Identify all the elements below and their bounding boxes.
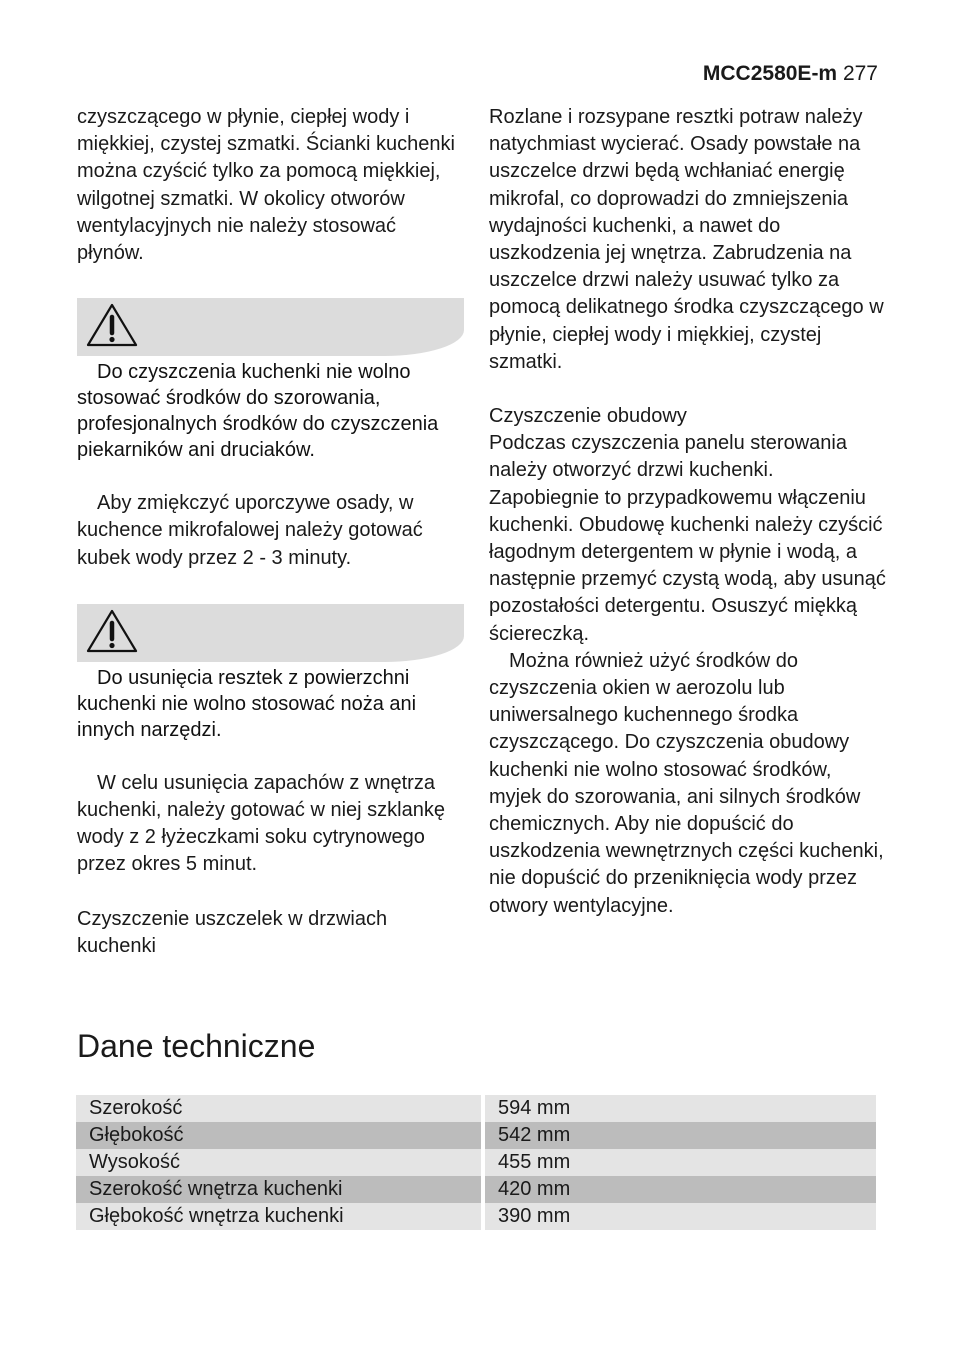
left-paragraph-3: W celu usunięcia zapachów z wnętrza kuchenki, należy gotować w niej szklankę wody z 2 łyżeczkami soku cytrynowego przez okres 5 minut. bbox=[77, 771, 445, 876]
warning-banner-1 bbox=[77, 298, 464, 356]
warning-triangle-icon bbox=[85, 301, 139, 349]
spec-label: Głębokość wnętrza kuchenki bbox=[76, 1203, 481, 1230]
heading-door-seals: Czyszczenie uszczelek w drzwiach kuchenki bbox=[77, 907, 388, 957]
section-title-specs: Dane techniczne bbox=[77, 1028, 316, 1064]
right-column bbox=[489, 104, 889, 920]
spec-value: 594 mm bbox=[481, 1095, 876, 1122]
warning-text-2: Do usunięcia resztek z powierzchni kuchenki nie wolno stosować noża ani innych narzędzi. bbox=[77, 666, 417, 741]
warning-triangle-icon bbox=[85, 607, 139, 655]
warning-text-1: Do czyszczenia kuchenki nie wolno stosować środków do szorowania, profesjonalnych środków do czyszczenia piekarników ani druciaków. bbox=[77, 361, 439, 462]
spec-label: Głębokość bbox=[76, 1122, 481, 1149]
table-row bbox=[76, 1122, 876, 1149]
spec-label: Wysokość bbox=[76, 1149, 481, 1176]
model-number: MCC2580E-m bbox=[702, 62, 838, 85]
table-row bbox=[76, 1176, 876, 1203]
warning-banner-2 bbox=[77, 604, 464, 662]
spec-value: 420 mm bbox=[481, 1176, 876, 1203]
right-paragraph-1: Rozlane i rozsypane resztki potraw należy natychmiast wycierać. Osady powstałe na uszczelce drzwi będą wchłaniać energię mikrofal, co doprowadzi do zmniejszenia wydajności kuchenki, a nawet do uszkodzenia jej wnętrza. Zabrudzenia na uszczelce drzwi należy usuwać tylko za pomocą delikatnego środka czyszczącego w płynie, ciepłej wody i miękkiej, czystej szmatki. bbox=[489, 106, 884, 373]
page-number: 277 bbox=[842, 62, 878, 85]
spec-value: 390 mm bbox=[481, 1203, 876, 1230]
table-row bbox=[76, 1203, 876, 1230]
table-row bbox=[76, 1095, 876, 1122]
right-paragraph-3: Można również użyć środków do czyszczenia okien w aerozolu lub uniwersalnego kuchennego środka czyszczącego. Do czyszczenia obudowy kuchenki nie wolno stosować środków, myjek do szorowania, ani silnych środków chemicznych. Aby nie dopuścić do uszkodzenia wewnętrznych części kuchenki, nie dopuścić do przeniknięcia wody przez otwory wentylacyjne. bbox=[489, 649, 884, 917]
specs-table bbox=[76, 1095, 876, 1230]
heading-housing: Czyszczenie obudowy bbox=[489, 405, 687, 428]
left-column bbox=[77, 104, 467, 960]
spec-label: Szerokość bbox=[76, 1095, 481, 1122]
spec-value: 455 mm bbox=[481, 1149, 876, 1176]
spec-label: Szerokość wnętrza kuchenki bbox=[76, 1176, 481, 1203]
table-row bbox=[76, 1149, 876, 1176]
left-paragraph-2: Aby zmiękczyć uporczywe osady, w kuchence mikrofalowej należy gotować kubek wody przez 2 - 3 minuty. bbox=[77, 492, 423, 569]
right-paragraph-2: Podczas czyszczenia panelu sterowania należy otworzyć drzwi kuchenki. Zapobiegnie to przypadkowemu włączeniu kuchenki. Obudowę kuchenki należy czyścić łagodnym detergentem w płynie i wodą, a następnie przemyć czystą wodą, aby usunąć pozostałości detergentu. Osuszyć miękką ściereczką. bbox=[489, 432, 886, 645]
spec-value: 542 mm bbox=[481, 1122, 876, 1149]
page-header bbox=[703, 62, 878, 86]
left-paragraph-1: czyszczącego w płynie, ciepłej wody i miękkiej, czystej szmatki. Ścianki kuchenki można czyścić tylko za pomocą miękkiej, wilgotnej szmatki. W okolicy otworów wentylacyjnych nie należy stosować płynów. bbox=[77, 106, 455, 265]
